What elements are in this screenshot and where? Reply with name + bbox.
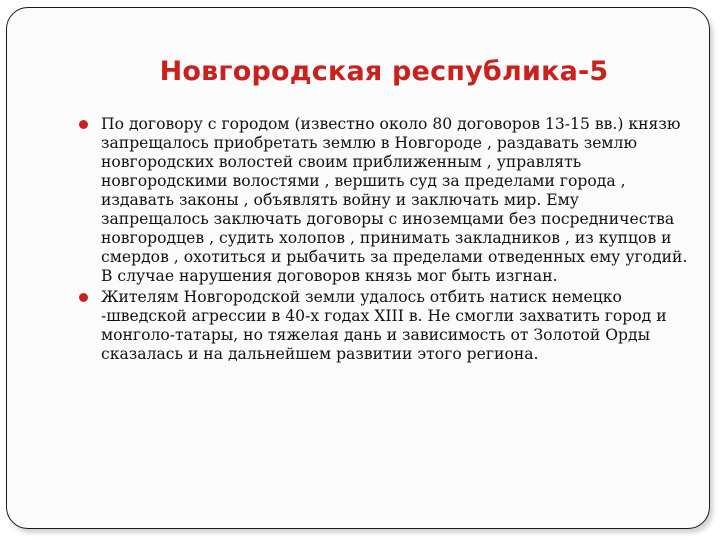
bullet-icon	[79, 120, 88, 129]
slide-title: Новгородская республика-5	[159, 56, 609, 87]
bullet-icon	[79, 293, 88, 302]
bullet-text: Жителям Новгородской земли удалось отбить натиск немецко -шведской агрессии в 40-х годах XIII в. Не смогли захватить город и монголо-татары, но тяжелая дань и зависимость от Золотой Орды сказалась и на дальнейшем развитии этого региона.	[101, 288, 667, 363]
bullet-text: По договору с городом (известно около 80 договоров 13-15 вв.) князю запрещалось приобретать землю в Новгороде , раздавать землю новгородских волостей своим приближенным , управлять новгородскими волостями , вершить суд за пределами города , издавать законы , объявлять войну и заключать мир. Ему запрещалось заключать договоры с иноземцами без посредничества новгородцев , судить холопов , принимать закладников , из купцов и смердов , охотиться и рыбачить за пределами отведенных ему угодий. В случае нарушения договоров князь мог быть изгнан.	[101, 115, 688, 285]
bullet-item	[77, 288, 689, 364]
bullet-list	[77, 115, 689, 366]
bullet-item	[77, 115, 689, 286]
